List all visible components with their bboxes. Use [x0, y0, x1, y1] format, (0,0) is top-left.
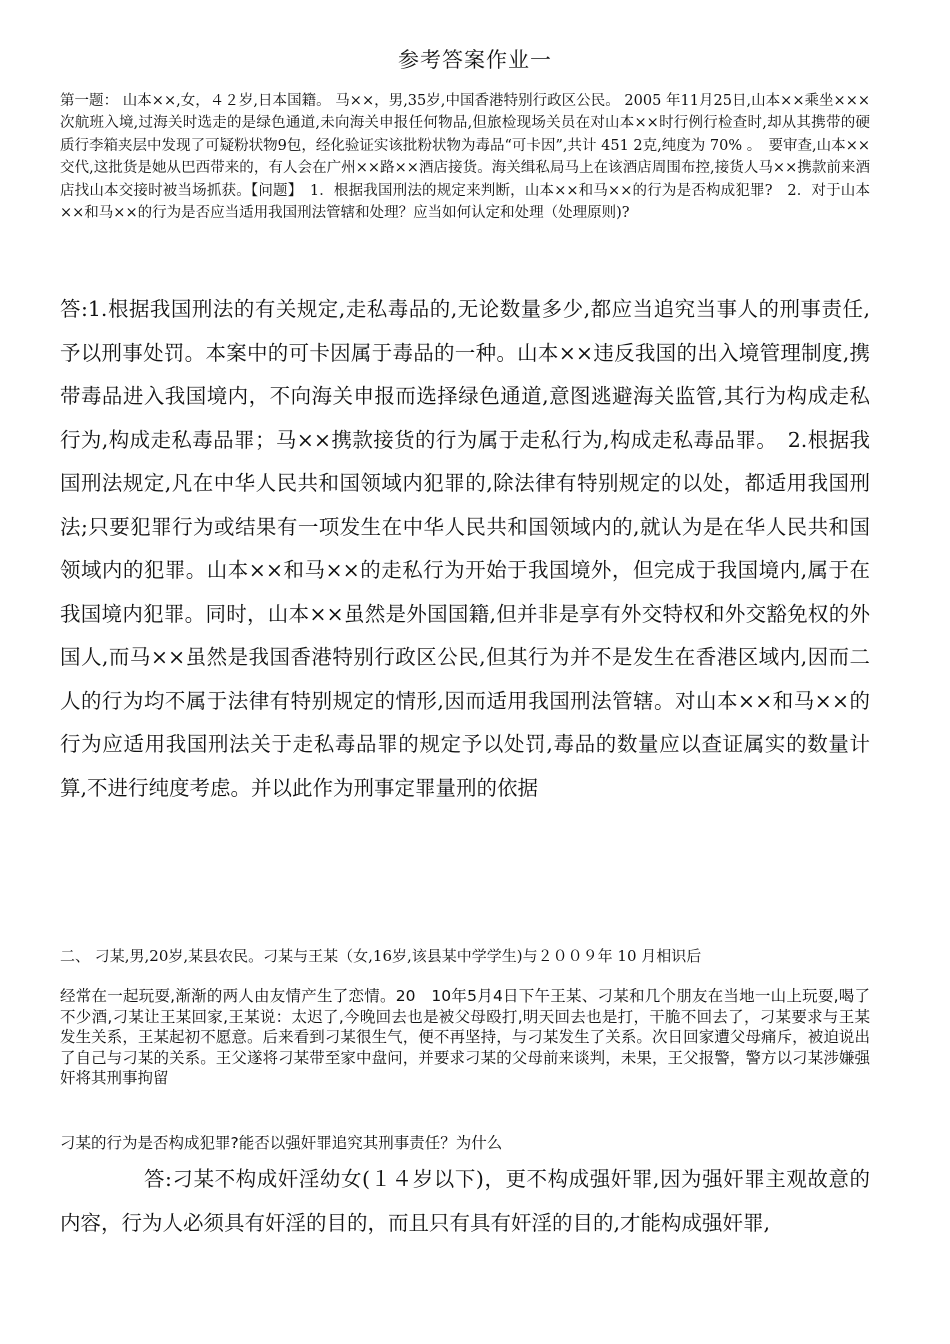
question-two-first-line: 二、 刁某,男,20岁,某县农民。刁某与王某（女,16岁,该县某中学学生)与２００９年 10 月相识后 — [60, 947, 702, 965]
answer-two-text: 答:刁某不构成奸淫幼女(１４岁以下)，更不构成强奸罪,因为强奸罪主观故意的内容，行为人必须具有奸淫的目的，而且只有具有奸淫的目的,才能构成强奸罪, — [60, 1167, 870, 1235]
answer-one-text: 答:1.根据我国刑法的有关规定,走私毒品的,无论数量多少,都应当追究当事人的刑事责任,予以刑事处罚。本案中的可卡因属于毒品的一种。山本××违反我国的出入境管理制度,携带毒品进入我国境内，不向海关申报而选择绿色通道,意图逃避海关监管,其行为构成走私行为,构成走私毒品罪；马××携款接货的行为属于走私行为,构成走私毒品罪。 2.根据我国刑法规定,凡在中华人民共和国领域内犯罪的,除法律有特别规定的以处，都适用我国刑法;只要犯罪行为或结果有一项发生在中华人民共和国领域内的,就认为是在华人民共和国领域内的犯罪。山本××和马××的走私行为开始于我国境外，但完成于我国境内,属于在我国境内犯罪。同时，山本××虽然是外国国籍,但并非是享有外交特权和外交豁免权的外国人,而马××虽然是我国香港特别行政区公民,但其行为并不是发生在香港区域内,因而二人的行为均不属于法律有特别规定的情形,因而适用我国刑法管辖。对山本××和马××的行为应适用我国刑法关于走私毒品罪的规定予以处罚,毒品的数量应以查证属实的数量计算,不进行纯度考虑。并以此作为刑事定罪量刑的依据 — [60, 297, 870, 800]
question-one-text: 第一题： 山本××,女，４２岁,日本国籍。 马××，男,35岁,中国香港特别行政区公民。 2005 年11月25日,山本××乘坐×××次航班入境,过海关时选走的是绿色通道,未向海关申报任何物品,但旅检现场关员在对山本××时行例行检查时,却从其携带的硬质行李箱夹层中发现了可疑粉状物9包，经化验证实该批粉状物为毒品“可卡因”,共计 451 2克,纯度为 70% 。 要审查,山本××交代,这批货是她从巴西带来的，有人会在广州××路××酒店接货。海关缉私局马上在该酒店周围布控,接货人马××携款前来酒店找山本交接时被当场抓获。【问题】 1．根据我国刑法的规定来判断，山本××和马××的行为是否构成犯罪? 2．对于山本××和马××的行为是否应当适用我国刑法管辖和处理？应当如何认定和处理（处理原则)? — [60, 93, 870, 222]
document-title: 参考答案作业一 — [398, 48, 552, 72]
question-two-text: 经常在一起玩耍,渐渐的两人由友情产生了恋情。20 10年5月4日下午王某、刁某和几个朋友在当地一山上玩耍,喝了不少酒,刁某让王某回家,王某说：太迟了,今晚回去也是被父母殴打,明天回去也是打，干脆不回去了，刁某要求与王某发生关系，王某起初不愿意。后来看到刁某很生气，便不再坚持，与刁某发生了关系。次日回家遭父母痛斥，被迫说出了自己与刁某的关系。王父遂将刁某带至家中盘问，并要求刁某的父母前来谈判，未果，王父报警，警方以刁某涉嫌强奸将其刑事拘留 — [60, 987, 870, 1087]
question-two-prompt: 刁某的行为是否构成犯罪?能否以强奸罪追究其刑事责任？为什么 — [60, 1134, 503, 1152]
